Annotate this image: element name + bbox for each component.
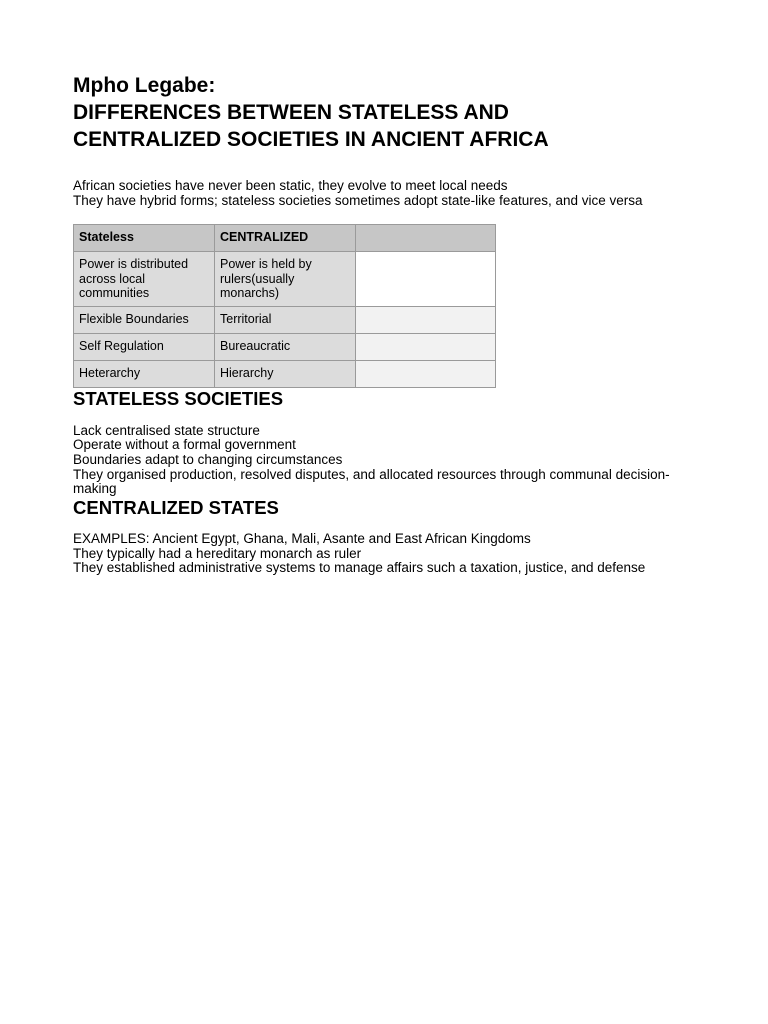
table-cell: Flexible Boundaries xyxy=(74,306,215,333)
table-row xyxy=(74,333,496,360)
section-body-stateless xyxy=(73,424,713,498)
table-row xyxy=(74,360,496,387)
header-centralized: CENTRALIZED xyxy=(215,225,356,252)
title-line-2: CENTRALIZED SOCIETIES IN ANCIENT AFRICA xyxy=(73,128,549,151)
body-line: Operate without a formal government xyxy=(73,437,296,453)
section-heading-centralized: CENTRALIZED STATES xyxy=(73,497,279,519)
comparison-table xyxy=(73,224,496,388)
table-row xyxy=(74,306,496,333)
body-line: Lack centralised state structure xyxy=(73,422,260,438)
intro-paragraph xyxy=(73,178,713,208)
table-cell: Power is distributed across local communities xyxy=(74,252,215,307)
table-cell: Territorial xyxy=(215,306,356,333)
body-line: They established administrative systems to manage affairs such a taxation, justice, and defense xyxy=(73,560,646,576)
body-line: They typically had a hereditary monarch as ruler xyxy=(73,545,362,561)
section-body-centralized xyxy=(73,532,713,576)
intro-line: They have hybrid forms; stateless societies sometimes adopt state-like features, and vice versa xyxy=(73,193,643,208)
body-line: Boundaries adapt to changing circumstances xyxy=(73,451,343,467)
table-cell: Bureaucratic xyxy=(215,333,356,360)
header-stateless: Stateless xyxy=(74,225,215,252)
table-cell: Heterarchy xyxy=(74,360,215,387)
table-row xyxy=(74,252,496,307)
body-line: EXAMPLES: Ancient Egypt, Ghana, Mali, Asante and East African Kingdoms xyxy=(73,531,531,547)
table-cell-empty xyxy=(356,360,496,387)
section-heading-stateless: STATELESS SOCIETIES xyxy=(73,387,284,409)
document-title xyxy=(73,72,713,153)
table-cell: Hierarchy xyxy=(215,360,356,387)
author-line: Mpho Legabe: xyxy=(73,74,216,97)
header-empty xyxy=(356,225,496,252)
title-line-1: DIFFERENCES BETWEEN STATELESS AND xyxy=(73,101,509,124)
table-cell: Power is held by rulers(usually monarchs) xyxy=(215,252,356,307)
body-line: They organised production, resolved disputes, and allocated resources through communal decision-making xyxy=(73,466,670,497)
intro-line: African societies have never been static, they evolve to meet local needs xyxy=(73,178,508,193)
document-page xyxy=(73,72,713,576)
table-cell: Self Regulation xyxy=(74,333,215,360)
table-cell-empty xyxy=(356,333,496,360)
table-cell-empty xyxy=(356,306,496,333)
table-cell-empty xyxy=(356,252,496,307)
table-header-row xyxy=(74,225,496,252)
